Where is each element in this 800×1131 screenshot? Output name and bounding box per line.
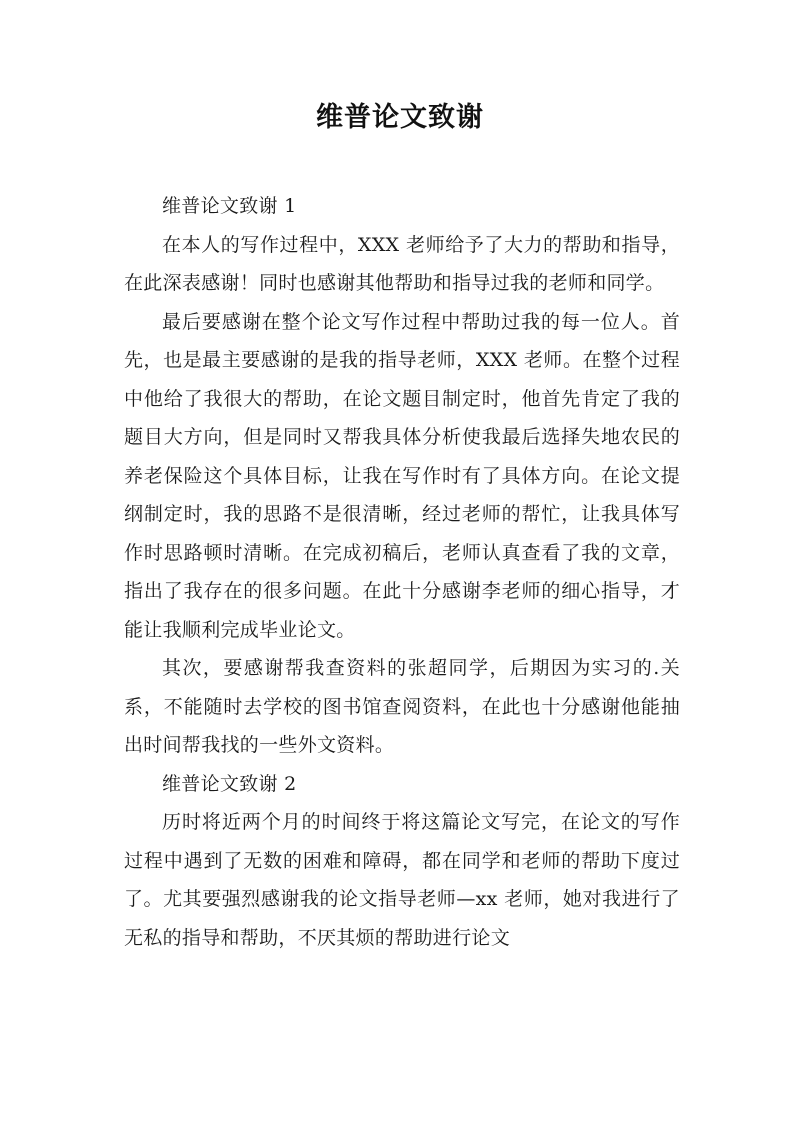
document-body — [124, 187, 680, 957]
paragraph: 其次，要感谢帮我查资料的张超同学，后期因为实习的.关系，不能随时去学校的图书馆查阅资料，在此也十分感谢他能抽出时间帮我找的一些外文资料。 — [124, 657, 680, 756]
paragraph: 在本人的写作过程中，XXX 老师给予了大力的帮助和指导，在此深表感谢！同时也感谢其他帮助和指导过我的老师和同学。 — [124, 233, 680, 294]
section-heading-2: 维普论文致谢 2 — [162, 772, 297, 795]
document-title: 维普论文致谢 — [316, 102, 484, 133]
paragraph: 历时将近两个月的时间终于将这篇论文写完，在论文的写作过程中遇到了无数的困难和障碍，都在同学和老师的帮助下度过了。尤其要强烈感谢我的论文指导老师—xx 老师，她对我进行了无私的指导和帮助，不厌其烦的帮助进行论文 — [124, 811, 680, 949]
paragraph: 最后要感谢在整个论文写作过程中帮助过我的每一位人。首先，也是最主要感谢的是我的指导老师，XXX 老师。在整个过程中他给了我很大的帮助，在论文题目制定时，他首先肯定了我的题目大方向，但是同时又帮我具体分析使我最后选择失地农民的养老保险这个具体目标，让我在写作时有了具体方向。在论文提纲制定时，我的思路不是很清晰，经过老师的帮忙，让我具体写作时思路顿时清晰。在完成初稿后，老师认真查看了我的文章，指出了我存在的很多问题。在此十分感谢李老师的细心指导，才能让我顺利完成毕业论文。 — [124, 310, 680, 641]
section-heading-1: 维普论文致谢 1 — [162, 195, 297, 217]
